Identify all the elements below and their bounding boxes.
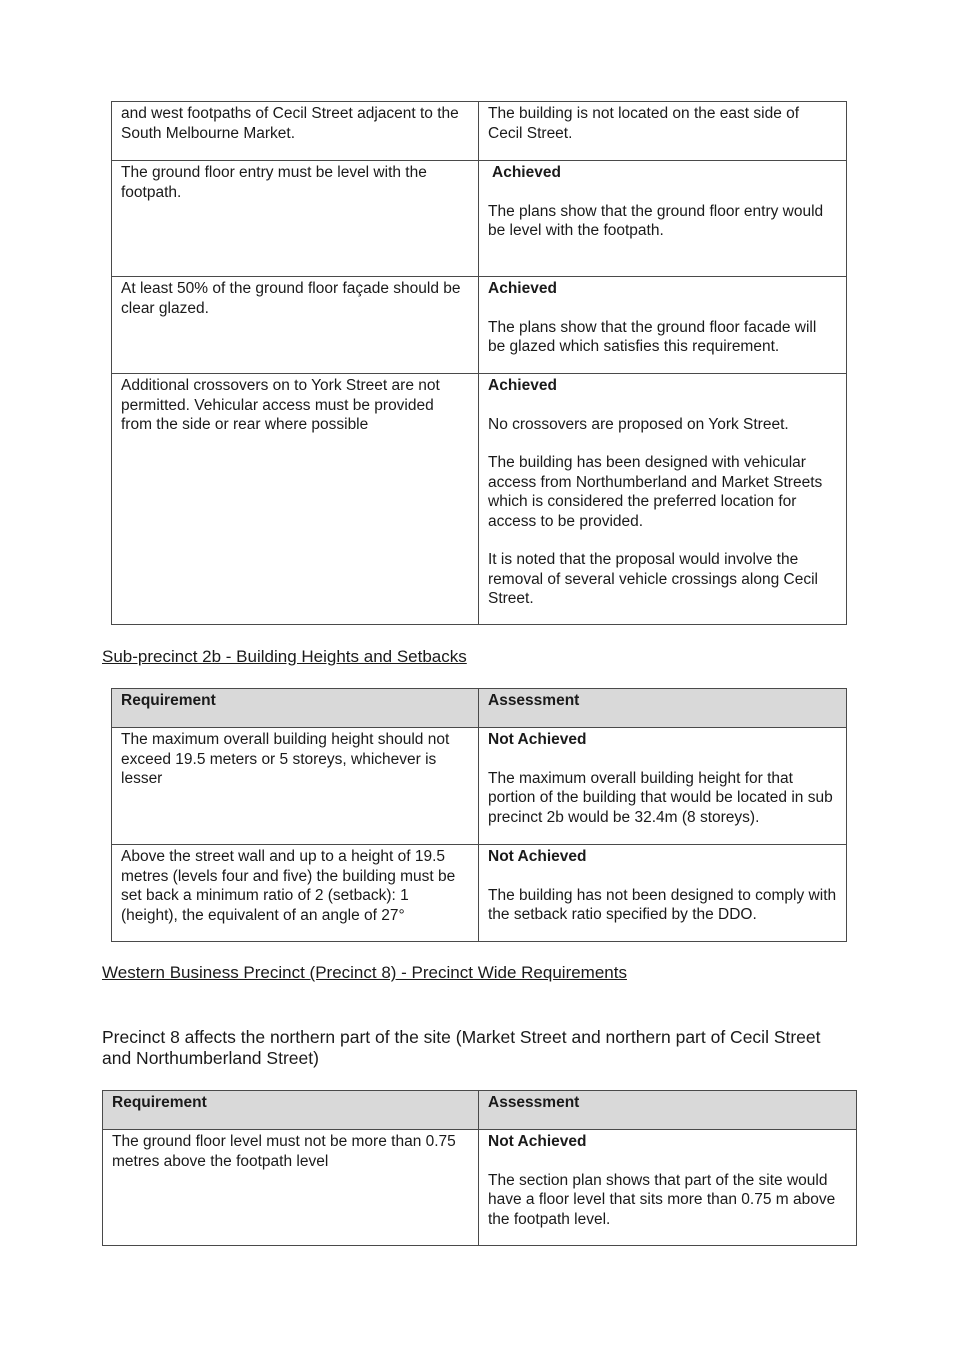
assessment-text: The plans show that the ground floor facade will be glazed which satisfies this requirement.: [488, 318, 817, 355]
assessment-text: The plans show that the ground floor entry would be level with the footpath.: [488, 202, 824, 239]
column-header-assessment: Assessment: [479, 1091, 857, 1130]
assessment-text: No crossovers are proposed on York Street.: [488, 415, 789, 433]
requirement-cell: The maximum overall building height should not exceed 19.5 meters or 5 storeys, whichever is lesser: [112, 728, 479, 845]
assessment-cell: [479, 845, 847, 942]
requirement-cell: The ground floor level must not be more than 0.75 metres above the footpath level: [103, 1130, 479, 1246]
compliance-table-2: [111, 688, 847, 942]
table-row: [112, 845, 847, 942]
requirement-cell: Additional crossovers on to York Street are not permitted. Vehicular access must be provided from the side or rear where possible: [112, 374, 479, 625]
assessment-text: The building has been designed with vehicular access from Northumberland and Market Streets which is considered the preferred location for access to be provided.: [488, 454, 823, 530]
assessment-text: The building is not located on the east side of Cecil Street.: [488, 105, 800, 142]
section-heading-precinct-8: Western Business Precinct (Precinct 8) - Precinct Wide Requirements: [102, 963, 627, 982]
requirement-cell: The ground floor entry must be level with the footpath.: [112, 161, 479, 277]
assessment-status: Achieved: [492, 164, 561, 181]
table-row: [103, 1130, 857, 1246]
assessment-cell: [479, 728, 847, 845]
requirement-cell: Above the street wall and up to a height of 19.5 metres (levels four and five) the building must be set back a minimum ratio of 2 (setback): 1 (height), the equivalent of an angle of 27°: [112, 845, 479, 942]
assessment-cell: [479, 161, 847, 277]
compliance-table-1: [111, 101, 847, 625]
compliance-table-3: [102, 1090, 857, 1246]
section-heading-sub-precinct-2b: Sub-precinct 2b - Building Heights and Setbacks: [102, 647, 467, 666]
assessment-text: The section plan shows that part of the site would have a floor level that sits more than 0.75 m above the footpath level.: [488, 1171, 836, 1228]
assessment-status: Achieved: [488, 280, 557, 297]
requirement-cell: At least 50% of the ground floor façade should be clear glazed.: [112, 277, 479, 374]
column-header-requirement: Requirement: [112, 689, 479, 728]
assessment-text: It is noted that the proposal would involve the removal of several vehicle crossings along Cecil Street.: [488, 551, 818, 607]
table-row: [112, 277, 847, 374]
assessment-status: Not Achieved: [488, 1133, 587, 1150]
table-row: [112, 728, 847, 845]
table-row: [112, 161, 847, 277]
column-header-assessment: Assessment: [479, 689, 847, 728]
table-header-row: [103, 1091, 857, 1130]
assessment-text: The maximum overall building height for that portion of the building that would be located in sub precinct 2b would be 32.4m (8 storeys).: [488, 769, 833, 826]
assessment-cell: [479, 277, 847, 374]
table-header-row: [112, 689, 847, 728]
assessment-status: Not Achieved: [488, 848, 587, 865]
assessment-text: The building has not been designed to comply with the setback ratio specified by the DDO.: [488, 886, 837, 923]
assessment-cell: [479, 374, 847, 625]
intro-paragraph: Precinct 8 affects the northern part of the site (Market Street and northern part of Cecil Street and Northumberland Street): [102, 1027, 821, 1068]
table-row: [112, 102, 847, 161]
assessment-status: Achieved: [488, 377, 557, 394]
assessment-status: Not Achieved: [488, 731, 587, 748]
column-header-requirement: Requirement: [103, 1091, 479, 1130]
table-row: [112, 374, 847, 625]
assessment-cell: [479, 102, 847, 161]
assessment-cell: [479, 1130, 857, 1246]
requirement-cell: and west footpaths of Cecil Street adjacent to the South Melbourne Market.: [112, 102, 479, 161]
